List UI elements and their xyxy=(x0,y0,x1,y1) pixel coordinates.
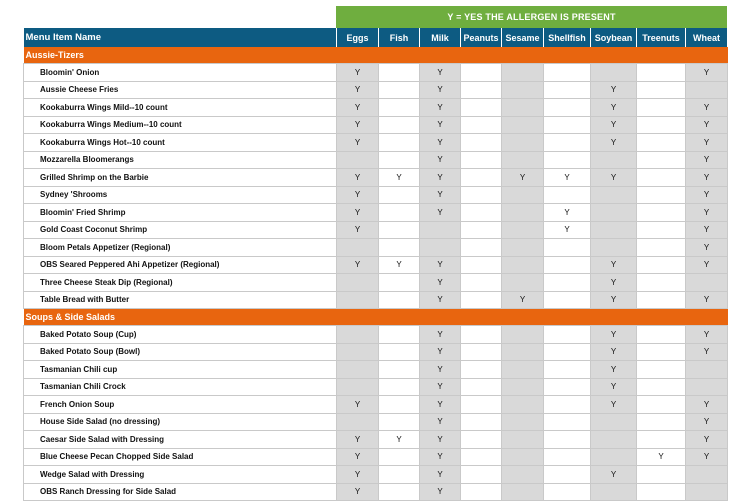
allergen-cell-treenuts xyxy=(637,274,686,292)
menu-item-name: House Side Salad (no dressing) xyxy=(24,413,337,431)
allergen-cell-fish: Y xyxy=(379,169,420,187)
allergen-cell-wheat xyxy=(686,378,728,396)
menu-item-name: Caesar Side Salad with Dressing xyxy=(24,431,337,449)
allergen-cell-shellfish: Y xyxy=(544,204,591,222)
allergen-cell-wheat xyxy=(686,81,728,99)
allergen-cell-treenuts xyxy=(637,396,686,414)
column-header-milk: Milk xyxy=(420,28,461,47)
menu-item-name: OBS Seared Peppered Ahi Appetizer (Regional) xyxy=(24,256,337,274)
allergen-cell-fish xyxy=(379,448,420,466)
allergen-cell-eggs: Y xyxy=(337,81,379,99)
allergen-cell-peanuts xyxy=(461,256,502,274)
allergen-cell-treenuts xyxy=(637,291,686,309)
allergen-cell-soybean xyxy=(591,221,637,239)
allergen-cell-shellfish xyxy=(544,81,591,99)
allergen-cell-milk: Y xyxy=(420,448,461,466)
allergen-cell-milk: Y xyxy=(420,361,461,379)
allergen-cell-sesame xyxy=(502,274,544,292)
allergen-cell-milk: Y xyxy=(420,274,461,292)
allergen-cell-soybean: Y xyxy=(591,99,637,117)
allergen-cell-shellfish xyxy=(544,99,591,117)
allergen-cell-shellfish xyxy=(544,116,591,134)
allergen-cell-eggs: Y xyxy=(337,431,379,449)
column-header-eggs: Eggs xyxy=(337,28,379,47)
allergen-cell-soybean xyxy=(591,239,637,257)
allergen-cell-eggs: Y xyxy=(337,134,379,152)
allergen-cell-treenuts xyxy=(637,239,686,257)
allergen-cell-wheat: Y xyxy=(686,343,728,361)
allergen-cell-peanuts xyxy=(461,483,502,501)
allergen-cell-treenuts xyxy=(637,64,686,82)
allergen-cell-soybean xyxy=(591,448,637,466)
allergen-cell-soybean xyxy=(591,431,637,449)
menu-item-name: Kookaburra Wings Medium--10 count xyxy=(24,116,337,134)
allergen-cell-fish xyxy=(379,186,420,204)
allergen-cell-wheat: Y xyxy=(686,151,728,169)
allergen-cell-peanuts xyxy=(461,204,502,222)
allergen-cell-wheat: Y xyxy=(686,239,728,257)
allergen-cell-peanuts xyxy=(461,151,502,169)
allergen-cell-eggs xyxy=(337,326,379,344)
allergen-cell-soybean xyxy=(591,151,637,169)
table-row xyxy=(24,204,728,222)
allergen-cell-milk: Y xyxy=(420,326,461,344)
menu-item-name: Tasmanian Chili cup xyxy=(24,361,337,379)
allergen-cell-peanuts xyxy=(461,81,502,99)
menu-item-name: Wedge Salad with Dressing xyxy=(24,466,337,484)
allergen-cell-wheat xyxy=(686,361,728,379)
allergen-cell-soybean: Y xyxy=(591,396,637,414)
allergen-cell-treenuts xyxy=(637,186,686,204)
allergen-cell-eggs xyxy=(337,413,379,431)
column-header-soybean: Soybean xyxy=(591,28,637,47)
allergen-cell-eggs: Y xyxy=(337,221,379,239)
allergen-cell-shellfish xyxy=(544,361,591,379)
allergen-cell-sesame xyxy=(502,239,544,257)
allergen-cell-treenuts xyxy=(637,343,686,361)
allergen-cell-fish xyxy=(379,291,420,309)
allergen-cell-eggs xyxy=(337,239,379,257)
allergen-cell-shellfish xyxy=(544,343,591,361)
menu-item-name: Bloom Petals Appetizer (Regional) xyxy=(24,239,337,257)
allergen-cell-fish xyxy=(379,239,420,257)
allergen-cell-sesame xyxy=(502,361,544,379)
allergen-cell-eggs: Y xyxy=(337,396,379,414)
menu-item-name: Grilled Shrimp on the Barbie xyxy=(24,169,337,187)
allergen-cell-wheat: Y xyxy=(686,448,728,466)
allergen-cell-treenuts: Y xyxy=(637,448,686,466)
allergen-cell-peanuts xyxy=(461,396,502,414)
allergen-cell-soybean: Y xyxy=(591,274,637,292)
menu-item-name: Blue Cheese Pecan Chopped Side Salad xyxy=(24,448,337,466)
allergen-cell-shellfish xyxy=(544,239,591,257)
menu-item-name: Gold Coast Coconut Shrimp xyxy=(24,221,337,239)
allergen-cell-sesame: Y xyxy=(502,291,544,309)
allergen-cell-shellfish xyxy=(544,413,591,431)
allergen-cell-peanuts xyxy=(461,413,502,431)
allergen-cell-peanuts xyxy=(461,466,502,484)
allergen-cell-milk xyxy=(420,239,461,257)
allergen-cell-shellfish xyxy=(544,134,591,152)
table-row xyxy=(24,466,728,484)
allergen-cell-milk: Y xyxy=(420,116,461,134)
allergen-cell-milk: Y xyxy=(420,256,461,274)
allergen-cell-peanuts xyxy=(461,116,502,134)
allergen-cell-fish xyxy=(379,413,420,431)
table-row xyxy=(24,343,728,361)
allergen-legend-banner: Y = YES THE ALLERGEN IS PRESENT xyxy=(336,6,727,28)
allergen-cell-wheat: Y xyxy=(686,221,728,239)
allergen-cell-soybean: Y xyxy=(591,81,637,99)
menu-item-name: Sydney 'Shrooms xyxy=(24,186,337,204)
allergen-cell-eggs xyxy=(337,151,379,169)
allergen-cell-eggs: Y xyxy=(337,204,379,222)
allergen-cell-milk: Y xyxy=(420,466,461,484)
allergen-cell-soybean: Y xyxy=(591,134,637,152)
table-row xyxy=(24,169,728,187)
table-row xyxy=(24,151,728,169)
allergen-cell-milk: Y xyxy=(420,151,461,169)
allergen-cell-milk: Y xyxy=(420,413,461,431)
table-row xyxy=(24,361,728,379)
allergen-cell-wheat: Y xyxy=(686,413,728,431)
table-row xyxy=(24,64,728,82)
allergen-cell-soybean xyxy=(591,483,637,501)
allergen-cell-treenuts xyxy=(637,326,686,344)
allergen-cell-eggs xyxy=(337,378,379,396)
menu-item-name: Baked Potato Soup (Bowl) xyxy=(24,343,337,361)
allergen-cell-soybean xyxy=(591,204,637,222)
allergen-cell-wheat: Y xyxy=(686,431,728,449)
allergen-cell-fish xyxy=(379,81,420,99)
allergen-cell-peanuts xyxy=(461,169,502,187)
allergen-cell-treenuts xyxy=(637,99,686,117)
menu-item-name: Three Cheese Steak Dip (Regional) xyxy=(24,274,337,292)
allergen-cell-soybean: Y xyxy=(591,343,637,361)
allergen-cell-shellfish xyxy=(544,448,591,466)
allergen-cell-treenuts xyxy=(637,204,686,222)
allergen-cell-shellfish xyxy=(544,274,591,292)
allergen-cell-wheat xyxy=(686,483,728,501)
allergen-cell-eggs xyxy=(337,291,379,309)
allergen-cell-eggs: Y xyxy=(337,99,379,117)
allergen-cell-fish xyxy=(379,378,420,396)
allergen-cell-peanuts xyxy=(461,134,502,152)
allergen-cell-fish xyxy=(379,99,420,117)
allergen-cell-milk xyxy=(420,221,461,239)
allergen-cell-milk: Y xyxy=(420,81,461,99)
allergen-cell-shellfish xyxy=(544,64,591,82)
allergen-table xyxy=(23,28,728,501)
allergen-cell-shellfish xyxy=(544,396,591,414)
table-row xyxy=(24,326,728,344)
allergen-cell-treenuts xyxy=(637,483,686,501)
allergen-cell-sesame xyxy=(502,151,544,169)
allergen-cell-sesame xyxy=(502,413,544,431)
allergen-cell-treenuts xyxy=(637,134,686,152)
allergen-cell-wheat: Y xyxy=(686,204,728,222)
column-header-sesame: Sesame xyxy=(502,28,544,47)
allergen-cell-peanuts xyxy=(461,291,502,309)
allergen-cell-peanuts xyxy=(461,361,502,379)
allergen-cell-shellfish xyxy=(544,378,591,396)
column-header-shellfish: Shellfish xyxy=(544,28,591,47)
column-header-treenuts: Treenuts xyxy=(637,28,686,47)
allergen-cell-peanuts xyxy=(461,343,502,361)
menu-item-name: Bloomin' Fried Shrimp xyxy=(24,204,337,222)
allergen-cell-wheat: Y xyxy=(686,99,728,117)
allergen-cell-treenuts xyxy=(637,116,686,134)
menu-item-name: Baked Potato Soup (Cup) xyxy=(24,326,337,344)
allergen-cell-fish xyxy=(379,483,420,501)
allergen-cell-peanuts xyxy=(461,431,502,449)
allergen-cell-sesame xyxy=(502,396,544,414)
allergen-cell-eggs: Y xyxy=(337,448,379,466)
allergen-cell-peanuts xyxy=(461,221,502,239)
allergen-cell-sesame xyxy=(502,221,544,239)
allergen-cell-milk: Y xyxy=(420,64,461,82)
allergen-cell-fish xyxy=(379,396,420,414)
table-row xyxy=(24,134,728,152)
allergen-cell-fish xyxy=(379,151,420,169)
allergen-cell-shellfish xyxy=(544,151,591,169)
allergen-cell-fish xyxy=(379,361,420,379)
allergen-cell-milk: Y xyxy=(420,134,461,152)
table-row xyxy=(24,256,728,274)
column-header-fish: Fish xyxy=(379,28,420,47)
section-title: Aussie-Tizers xyxy=(24,47,728,64)
allergen-cell-fish xyxy=(379,221,420,239)
allergen-cell-sesame xyxy=(502,99,544,117)
column-header-wheat: Wheat xyxy=(686,28,728,47)
allergen-cell-shellfish xyxy=(544,466,591,484)
table-row xyxy=(24,378,728,396)
table-row xyxy=(24,448,728,466)
allergen-cell-soybean: Y xyxy=(591,256,637,274)
allergen-cell-peanuts xyxy=(461,186,502,204)
allergen-cell-sesame xyxy=(502,431,544,449)
allergen-cell-soybean: Y xyxy=(591,361,637,379)
allergen-cell-sesame xyxy=(502,343,544,361)
menu-item-name: OBS Ranch Dressing for Side Salad xyxy=(24,483,337,501)
table-row xyxy=(24,274,728,292)
allergen-cell-sesame xyxy=(502,64,544,82)
allergen-cell-fish xyxy=(379,466,420,484)
allergen-cell-eggs: Y xyxy=(337,256,379,274)
allergen-cell-milk: Y xyxy=(420,378,461,396)
allergen-cell-fish xyxy=(379,64,420,82)
allergen-cell-sesame xyxy=(502,186,544,204)
allergen-cell-milk: Y xyxy=(420,291,461,309)
allergen-cell-sesame xyxy=(502,256,544,274)
menu-item-name: Mozzarella Bloomerangs xyxy=(24,151,337,169)
allergen-cell-treenuts xyxy=(637,81,686,99)
allergen-cell-eggs: Y xyxy=(337,116,379,134)
table-row xyxy=(24,291,728,309)
menu-item-name: Table Bread with Butter xyxy=(24,291,337,309)
allergen-cell-peanuts xyxy=(461,326,502,344)
allergen-cell-soybean: Y xyxy=(591,378,637,396)
allergen-cell-shellfish: Y xyxy=(544,169,591,187)
allergen-cell-treenuts xyxy=(637,431,686,449)
allergen-cell-peanuts xyxy=(461,64,502,82)
allergen-cell-treenuts xyxy=(637,466,686,484)
allergen-cell-milk: Y xyxy=(420,99,461,117)
allergen-cell-eggs xyxy=(337,361,379,379)
allergen-cell-soybean: Y xyxy=(591,291,637,309)
allergen-cell-soybean xyxy=(591,413,637,431)
section-row xyxy=(24,309,728,326)
allergen-cell-wheat xyxy=(686,274,728,292)
allergen-cell-milk: Y xyxy=(420,343,461,361)
allergen-cell-wheat: Y xyxy=(686,64,728,82)
allergen-cell-eggs xyxy=(337,343,379,361)
menu-item-name: Tasmanian Chili Crock xyxy=(24,378,337,396)
header-row xyxy=(24,28,728,47)
allergen-cell-milk: Y xyxy=(420,483,461,501)
allergen-cell-shellfish xyxy=(544,326,591,344)
menu-item-name: Kookaburra Wings Hot--10 count xyxy=(24,134,337,152)
allergen-cell-soybean: Y xyxy=(591,169,637,187)
allergen-cell-eggs: Y xyxy=(337,483,379,501)
allergen-cell-shellfish xyxy=(544,256,591,274)
allergen-cell-soybean: Y xyxy=(591,466,637,484)
table-row xyxy=(24,221,728,239)
section-title: Soups & Side Salads xyxy=(24,309,728,326)
allergen-cell-eggs xyxy=(337,274,379,292)
allergen-cell-wheat: Y xyxy=(686,326,728,344)
allergen-cell-wheat: Y xyxy=(686,169,728,187)
table-row xyxy=(24,431,728,449)
table-row xyxy=(24,239,728,257)
allergen-cell-fish xyxy=(379,134,420,152)
allergen-cell-milk: Y xyxy=(420,204,461,222)
table-row xyxy=(24,413,728,431)
menu-item-name: French Onion Soup xyxy=(24,396,337,414)
allergen-cell-fish xyxy=(379,343,420,361)
allergen-cell-fish xyxy=(379,326,420,344)
allergen-cell-sesame xyxy=(502,448,544,466)
allergen-cell-fish xyxy=(379,204,420,222)
allergen-cell-wheat xyxy=(686,466,728,484)
allergen-cell-fish xyxy=(379,274,420,292)
table-row xyxy=(24,116,728,134)
table-row xyxy=(24,81,728,99)
allergen-cell-sesame xyxy=(502,483,544,501)
column-header-menu-item-name: Menu Item Name xyxy=(24,28,337,47)
allergen-cell-milk: Y xyxy=(420,431,461,449)
allergen-cell-sesame xyxy=(502,466,544,484)
allergen-cell-shellfish xyxy=(544,431,591,449)
column-header-peanuts: Peanuts xyxy=(461,28,502,47)
allergen-cell-treenuts xyxy=(637,151,686,169)
allergen-cell-shellfish: Y xyxy=(544,221,591,239)
allergen-cell-treenuts xyxy=(637,221,686,239)
allergen-cell-wheat: Y xyxy=(686,186,728,204)
allergen-cell-fish xyxy=(379,116,420,134)
table-row xyxy=(24,99,728,117)
allergen-cell-peanuts xyxy=(461,99,502,117)
allergen-cell-peanuts xyxy=(461,239,502,257)
section-row xyxy=(24,47,728,64)
allergen-cell-peanuts xyxy=(461,274,502,292)
table-row xyxy=(24,186,728,204)
allergen-cell-wheat: Y xyxy=(686,256,728,274)
allergen-cell-peanuts xyxy=(461,378,502,396)
allergen-cell-wheat: Y xyxy=(686,396,728,414)
allergen-cell-milk: Y xyxy=(420,169,461,187)
allergen-cell-fish: Y xyxy=(379,256,420,274)
table-row xyxy=(24,396,728,414)
menu-item-name: Kookaburra Wings Mild--10 count xyxy=(24,99,337,117)
allergen-cell-sesame xyxy=(502,204,544,222)
allergen-cell-fish: Y xyxy=(379,431,420,449)
allergen-cell-treenuts xyxy=(637,361,686,379)
allergen-cell-soybean xyxy=(591,64,637,82)
allergen-cell-sesame xyxy=(502,116,544,134)
allergen-cell-sesame xyxy=(502,81,544,99)
allergen-cell-soybean: Y xyxy=(591,326,637,344)
allergen-cell-wheat: Y xyxy=(686,116,728,134)
allergen-cell-milk: Y xyxy=(420,396,461,414)
allergen-cell-treenuts xyxy=(637,256,686,274)
allergen-cell-peanuts xyxy=(461,448,502,466)
allergen-cell-eggs: Y xyxy=(337,64,379,82)
allergen-cell-shellfish xyxy=(544,291,591,309)
menu-item-name: Bloomin' Onion xyxy=(24,64,337,82)
allergen-cell-eggs: Y xyxy=(337,186,379,204)
allergen-cell-treenuts xyxy=(637,413,686,431)
allergen-cell-sesame xyxy=(502,134,544,152)
allergen-cell-soybean xyxy=(591,186,637,204)
allergen-cell-sesame xyxy=(502,378,544,396)
allergen-cell-shellfish xyxy=(544,483,591,501)
allergen-cell-sesame: Y xyxy=(502,169,544,187)
allergen-cell-treenuts xyxy=(637,378,686,396)
allergen-cell-shellfish xyxy=(544,186,591,204)
allergen-cell-milk: Y xyxy=(420,186,461,204)
allergen-cell-treenuts xyxy=(637,169,686,187)
allergen-cell-wheat: Y xyxy=(686,134,728,152)
table-row xyxy=(24,483,728,501)
allergen-cell-wheat: Y xyxy=(686,291,728,309)
allergen-cell-sesame xyxy=(502,326,544,344)
menu-item-name: Aussie Cheese Fries xyxy=(24,81,337,99)
allergen-cell-eggs: Y xyxy=(337,169,379,187)
allergen-cell-eggs: Y xyxy=(337,466,379,484)
allergen-cell-soybean: Y xyxy=(591,116,637,134)
